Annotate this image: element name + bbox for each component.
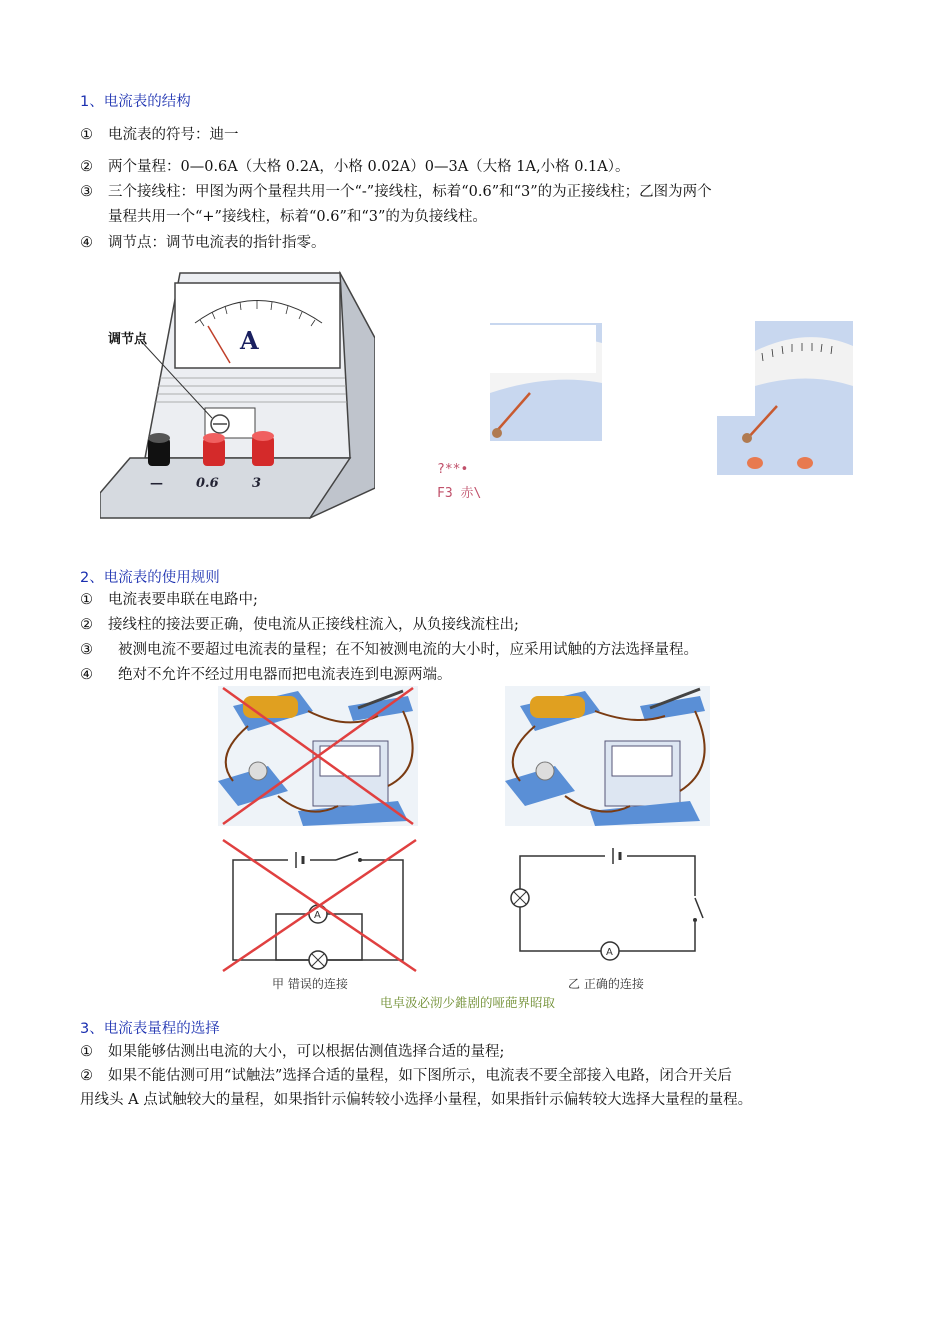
s1-item-2: ② 两个量程：0—0.6A（大格 0.2A，小格 0.02A）0—3A（大格 1A,小格 0.1A）。 <box>80 159 630 175</box>
right-connection-photo <box>505 686 710 826</box>
wrong-connection-photo <box>218 686 418 826</box>
wrong-connection-circuit <box>218 838 418 973</box>
garbled-text-2: F3 赤\ <box>437 486 482 501</box>
section1-heading: 1、电流表的结构 <box>80 94 191 110</box>
redacted-box <box>490 325 596 373</box>
s2-item-4: ④ 绝对不允许不经过用电器而把电流表连到电源两端。 <box>80 667 452 683</box>
s1-item-4: ④ 调节点：调节电流表的指针指零。 <box>80 235 326 251</box>
s3-item-2: ② 如果不能估测可用“试触法”选择合适的量程，如下图所示，电流表不要全部接入电路，闭合开关后 <box>80 1068 732 1084</box>
s2-item-2: ② 接线柱的接法要正确，使电流从正接线柱流入，从负接线流柱出; <box>80 617 519 633</box>
adjust-point-label: 调节点 <box>108 332 148 347</box>
terminal-06: 0.6 <box>196 476 219 491</box>
s3-item-2-cont: 用线头 A 点试触较大的量程，如果指针示偏转较小选择小量程，如果指针示偏转较大选择大量程的量程。 <box>80 1092 753 1108</box>
section2-heading: 2、电流表的使用规则 <box>80 570 220 586</box>
s1-item-3-cont: 量程共用一个“+”接线柱，标着“0.6”和“3”的为负接线柱。 <box>108 209 487 225</box>
s2-item-1: ① 电流表要串联在电路中; <box>80 592 258 608</box>
figure-bottom-caption: 电卓汲必沏少錐剧的哑葩界昭取 <box>380 995 556 1010</box>
right-connection-caption: 乙 正确的连接 <box>568 977 644 991</box>
s1-item-1: ① 电流表的符号：迪一 <box>80 127 239 143</box>
svg-text:A: A <box>606 947 613 958</box>
terminal-minus: — <box>150 476 163 491</box>
s2-item-3: ③ 被测电流不要超过电流表的量程；在不知被测电流的大小时，应采用试触的方法选择量程。 <box>80 642 698 658</box>
section3-heading: 3、电流表量程的选择 <box>80 1021 220 1037</box>
svg-text:A: A <box>314 910 321 921</box>
dial-closeup-left <box>490 323 602 441</box>
meter-letter: A <box>240 326 259 355</box>
right-connection-circuit <box>505 838 710 973</box>
s1-item-3: ③ 三个接线柱：甲图为两个量程共用一个“-”接线柱，标着“0.6”和“3”的为正接线柱；乙图为两个 <box>80 184 712 200</box>
dial-closeup-right <box>717 321 853 475</box>
wrong-connection-caption: 甲 错误的连接 <box>272 977 348 991</box>
ammeter-illustration <box>100 268 375 523</box>
garbled-text-1: ?**• <box>437 462 469 477</box>
terminal-3: 3 <box>252 476 262 491</box>
s3-item-1: ① 如果能够估测出电流的大小，可以根据估测值选择合适的量程; <box>80 1044 505 1060</box>
